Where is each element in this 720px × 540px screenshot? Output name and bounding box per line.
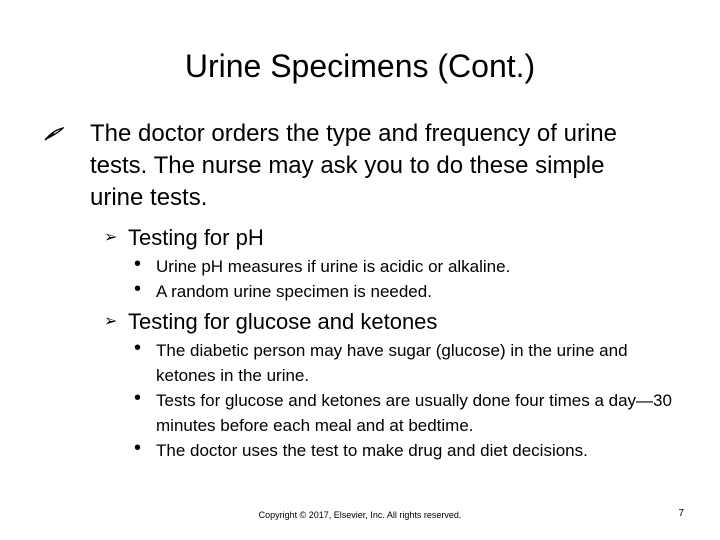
detail-text: A random urine specimen is needed. (156, 282, 432, 301)
sub-bullet-heading: Testing for glucose and ketones (128, 309, 438, 334)
dot-bullet-icon: • (134, 278, 142, 300)
slide-title: Urine Specimens (Cont.) (184, 48, 536, 84)
detail-text: The diabetic person may have sugar (glucose) in the urine and ketones in the urine. (156, 341, 628, 385)
main-bullet-text: The doctor orders the type and frequency of urine tests. The nurse may ask you to do these simple urine tests. (90, 120, 617, 211)
copyright-footer: Copyright © 2017, Elsevier, Inc. All rights reserved. (258, 510, 462, 520)
dot-bullet-icon: • (134, 437, 142, 459)
detail-text: Urine pH measures if urine is acidic or alkaline. (156, 257, 511, 276)
dot-bullet-icon: • (134, 337, 142, 359)
dot-bullet-icon: • (134, 253, 142, 275)
dot-bullet-icon: • (134, 387, 142, 409)
sub-bullet-heading: Testing for pH (128, 225, 264, 250)
page-number: 7 (678, 508, 684, 519)
detail-text: The doctor uses the test to make drug and diet decisions. (156, 441, 588, 460)
arrow-bullet-icon: ➢ (104, 229, 118, 246)
feather-bullet-icon (44, 120, 64, 142)
detail-text: Tests for glucose and ketones are usually done four times a day—30 minutes before each meal and at bedtime. (156, 391, 672, 435)
arrow-bullet-icon: ➢ (104, 313, 118, 330)
